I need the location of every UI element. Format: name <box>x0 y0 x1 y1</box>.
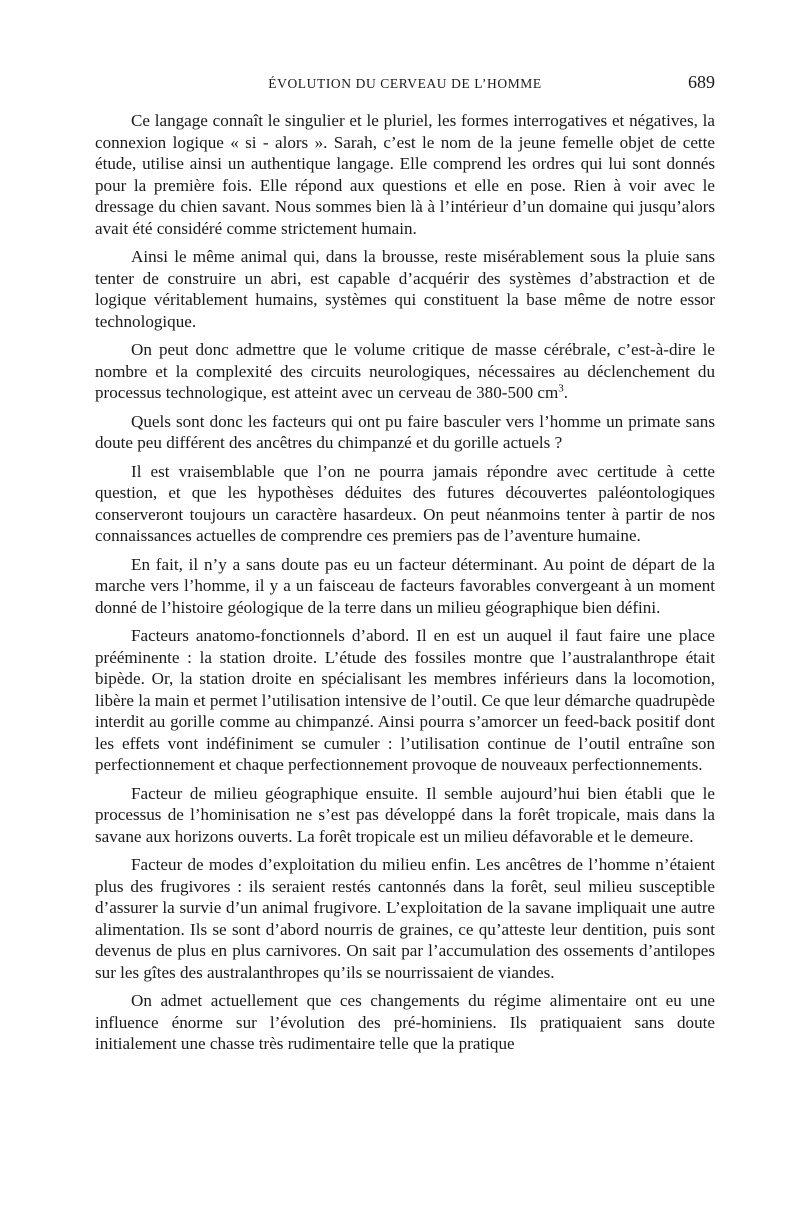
paragraph-1: Ce langage connaît le singulier et le pluriel, les formes interrogatives et négatives, la connexion logique « si - alors ». Sarah, c’est le nom de la jeune femelle objet de cette étude, utilise ainsi un authentique langage. Elle comprend les ordres qui lui sont donnés pour la première fois. Elle répond aux questions et elle en pose. Rien à voir avec le dressage du chien savant. Nous sommes bien là à l’intérieur d’un domaine qui jusqu’alors avait été considéré comme strictement humain. <box>95 111 715 238</box>
page-number: 689 <box>688 72 715 92</box>
paragraph-10: On admet actuellement que ces changements du régime alimentaire ont eu une influence énorme sur l’évolution des pré-hominiens. Ils pratiquaient sans doute initialement une chasse très rudimentaire telle que la pratique <box>95 991 715 1053</box>
paragraph-9: Facteur de modes d’exploitation du milieu enfin. Les ancêtres de l’homme n’étaient plus des frugivores : ils seraient restés cantonnés dans la forêt, seul milieu susceptible d’assurer la survie d’un animal frugivore. L’exploitation de la savane impliquait une autre alimentation. Ils se sont d’abord nourris de graines, ce qu’atteste leur dentition, puis sont devenus de plus en plus carnivores. On sait par l’accumulation des ossements d’antilopes sur les gîtes des australanthropes qu’ils se nourrissaient de viandes. <box>95 855 715 982</box>
paragraph-4: Quels sont donc les facteurs qui ont pu faire basculer vers l’homme un primate sans doute peu différent des ancêtres du chimpanzé et du gorille actuels ? <box>95 411 715 452</box>
paragraph-6: En fait, il n’y a sans doute pas eu un facteur déterminant. Au point de départ de la marche vers l’homme, il y a un faisceau de facteurs favorables convergeant à un moment donné de l’histoire géologique de la terre dans un milieu géographique bien défini. <box>95 554 715 617</box>
paragraph-3-text: On peut donc admettre que le volume critique de masse cérébrale, c’est-à-dire le nombre et la complexité des circuits neurologiques, nécessaires au déclenchement du processus technologique, est atteint avec un cerveau de 380-500 cm <box>95 340 715 402</box>
paragraph-8: Facteur de milieu géographique ensuite. Il semble aujourd’hui bien établi que le processus de l’hominisation ne s’est pas développé dans la forêt tropicale, mais dans la savane aux horizons ouverts. La forêt tropicale est un milieu défavorable et le demeure. <box>95 783 715 846</box>
running-title: ÉVOLUTION DU CERVEAU DE L’HOMME <box>268 76 542 91</box>
paragraph-3 <box>95 339 715 404</box>
paragraph-5: Il est vraisemblable que l’on ne pourra jamais répondre avec certitude à cette question, et que les hypothèses déduites des futures découvertes paléontologiques conserveront toujours un caractère hasardeux. On peut néanmoins tenter à partir de nos connaissances actuelles de comprendre ces premiers pas de l’aventure humaine. <box>95 461 715 545</box>
paragraph-3-end: . <box>563 383 569 402</box>
paragraph-2: Ainsi le même animal qui, dans la brousse, reste misérablement sous la pluie sans tenter de construire un abri, est capable d’acquérir des systèmes d’abstraction et de logique véritablement humains, systèmes qui constituent la base même de notre essor technologique. <box>95 247 715 331</box>
document-page <box>95 70 715 1062</box>
body-text <box>95 110 715 1055</box>
superscript: 3 <box>558 382 564 395</box>
running-header <box>95 70 715 104</box>
paragraph-7: Facteurs anatomo-fonctionnels d’abord. Il en est un auquel il faut faire une place prééminente : la station droite. L’étude des fossiles montre que l’australanthrope était bipède. Or, la station droite en spécialisant les membres inférieurs dans la locomotion, libère la main et permet l’utilisation intensive de l’outil. Ce que leur démarche quadrupède interdit au gorille comme au chimpanzé. Ainsi pourra s’amorcer un feed-back positif dont les effets vont indéfiniment se cumuler : l’utilisation continue de l’outil entraîne son perfectionnement et chaque perfectionnement provoque de nouveaux perfectionnements. <box>95 626 715 774</box>
